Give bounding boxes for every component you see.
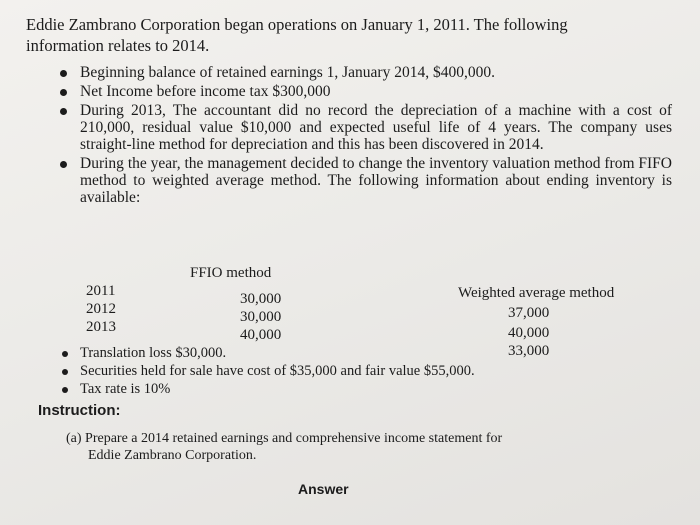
table-row-wa-value: 40,000 <box>508 325 550 341</box>
fact-net-income: Net Income before income tax $300,000 <box>52 83 672 100</box>
instruction-a-line-2: Eddie Zambrano Corporation. <box>88 448 257 463</box>
table-row-fifo-value: 30,000 <box>240 291 282 307</box>
fact-depreciation: During 2013, The accountant did no record the depreciation of a machine with a cost of 210,000, residual value $10,000 and expected useful life of 4 years. The company uses straight-line method for depreciation and this has been discovered in 2014. <box>52 102 672 153</box>
additional-facts-list <box>52 345 672 399</box>
fifo-column-header: FFIO method <box>190 265 272 281</box>
instruction-heading: Instruction: <box>38 402 121 419</box>
table-row-fifo-value: 40,000 <box>240 327 282 343</box>
table-row-wa-value: 33,000 <box>508 343 550 359</box>
instruction-a-line-1: (a) Prepare a 2014 retained earnings and comprehensive income statement for <box>66 431 503 446</box>
facts-list <box>52 64 672 208</box>
intro-line-2: information relates to 2014. <box>26 36 210 55</box>
fact-inventory-change: During the year, the management decided to change the inventory valuation method from FIFO method to weighted average method. The following information about ending inventory is available: <box>52 155 672 206</box>
table-row-year: 2011 <box>86 283 116 299</box>
instruction-item-a <box>66 430 626 464</box>
table-row-wa-value: 37,000 <box>508 305 550 321</box>
answer-label[interactable]: Answer <box>298 481 349 497</box>
table-row-year: 2013 <box>86 319 116 335</box>
table-row-fifo-value: 30,000 <box>240 309 282 325</box>
table-row-year: 2012 <box>86 301 116 317</box>
intro-paragraph <box>26 14 666 56</box>
fact-retained-earnings: Beginning balance of retained earnings 1, January 2014, $400,000. <box>52 64 672 81</box>
intro-line-1: Eddie Zambrano Corporation began operations on January 1, 2011. The following <box>26 15 568 34</box>
fact-tax-rate: Tax rate is 10% <box>52 381 672 398</box>
weighted-average-column-header: Weighted average method <box>458 285 615 301</box>
fact-translation-loss: Translation loss $30,000. <box>52 345 672 362</box>
fact-securities: Securities held for sale have cost of $35,000 and fair value $55,000. <box>52 363 672 380</box>
